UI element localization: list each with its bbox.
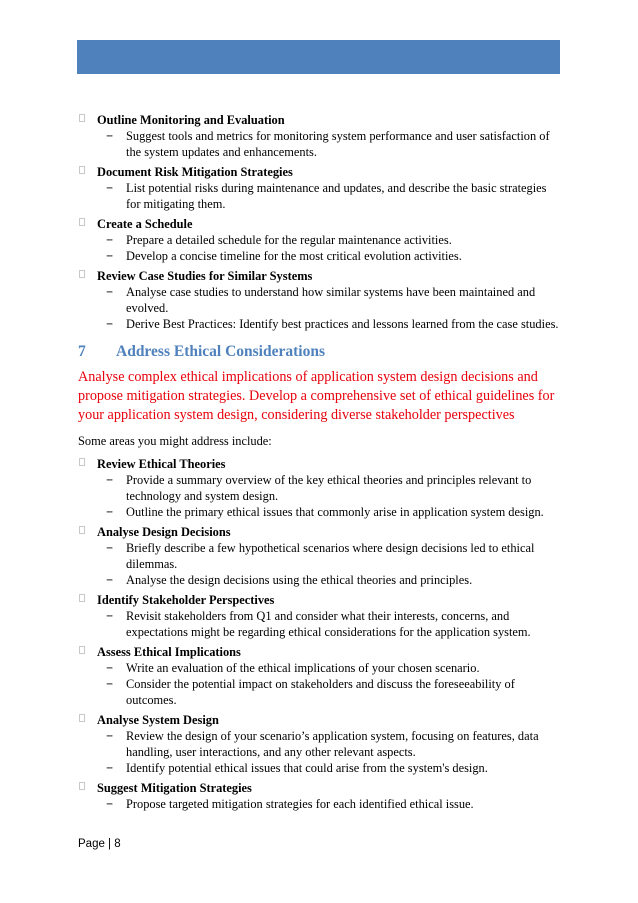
sub-item-text: Provide a summary overview of the key ethical theories and principles relevant to technology and system design. [126, 473, 532, 503]
section-lead: Some areas you might address include: [78, 434, 272, 448]
task-list-bottom [78, 456, 560, 812]
sub-item [78, 760, 560, 776]
sub-item [78, 572, 560, 588]
sub-item-text: Prepare a detailed schedule for the regular maintenance activities. [126, 233, 452, 247]
item-title: Review Case Studies for Similar Systems [97, 269, 313, 283]
item-title: Analyse Design Decisions [97, 525, 231, 539]
sub-item [78, 504, 560, 520]
sub-item-text: Outline the primary ethical issues that commonly arise in application system design. [126, 505, 544, 519]
item-title: Outline Monitoring and Evaluation [97, 113, 285, 127]
sub-item [78, 180, 560, 212]
dash-bullet-icon: − [106, 661, 114, 675]
dash-bullet-icon: − [106, 761, 114, 775]
bullet-icon [79, 646, 85, 654]
sub-item-text: Revisit stakeholders from Q1 and consider what their interests, concerns, and expectations might be regarding ethical considerations for the application system. [126, 609, 531, 639]
list-item [78, 164, 560, 212]
bullet-icon [79, 218, 85, 226]
sub-item-text: Analyse the design decisions using the ethical theories and principles. [126, 573, 473, 587]
dash-bullet-icon: − [106, 729, 114, 743]
bullet-icon [79, 166, 85, 174]
sub-list [78, 180, 560, 212]
item-title: Identify Stakeholder Perspectives [97, 593, 275, 607]
sub-list [78, 128, 560, 160]
sub-item-text: List potential risks during maintenance and updates, and describe the basic strategies for mitigating them. [126, 181, 547, 211]
sub-item [78, 316, 560, 332]
section-number: 7 [78, 343, 86, 360]
dash-bullet-icon: − [106, 317, 114, 331]
sub-item [78, 248, 560, 264]
sub-item-text: Write an evaluation of the ethical implications of your chosen scenario. [126, 661, 480, 675]
section-title: Address Ethical Considerations [116, 343, 325, 360]
list-item [78, 712, 560, 776]
bullet-icon [79, 114, 85, 122]
sub-item-text: Briefly describe a few hypothetical scenarios where design decisions led to ethical dilemmas. [126, 541, 535, 571]
sub-list [78, 232, 560, 264]
bullet-icon [79, 782, 85, 790]
sub-item [78, 608, 560, 640]
sub-list [78, 540, 560, 588]
list-item [78, 456, 560, 520]
sub-item-text: Identify potential ethical issues that could arise from the system's design. [126, 761, 488, 775]
item-title: Document Risk Mitigation Strategies [97, 165, 293, 179]
list-item [78, 268, 560, 332]
dash-bullet-icon: − [106, 473, 114, 487]
section-intro: Analyse complex ethical implications of application system design decisions and propose mitigation strategies. Develop a comprehensive set of ethical guidelines for your application system design, considering diverse stakeholder perspectives [78, 369, 555, 423]
sub-item [78, 660, 560, 676]
sub-item-text: Consider the potential impact on stakeholders and discuss the foreseeability of outcomes. [126, 677, 515, 707]
sub-item [78, 232, 560, 248]
list-item [78, 524, 560, 588]
sub-item [78, 796, 560, 812]
sub-item [78, 540, 560, 572]
sub-item-text: Review the design of your scenario’s application system, focusing on features, data handling, user interactions, and any other relevant aspects. [126, 729, 539, 759]
bullet-icon [79, 458, 85, 466]
page-footer: Page | 8 [78, 838, 121, 850]
sub-list [78, 728, 560, 776]
dash-bullet-icon: − [106, 249, 114, 263]
dash-bullet-icon: − [106, 181, 114, 195]
list-item [78, 112, 560, 160]
item-title: Suggest Mitigation Strategies [97, 781, 252, 795]
page-content [78, 112, 560, 812]
item-title: Review Ethical Theories [97, 457, 226, 471]
list-item [78, 216, 560, 264]
sub-item-text: Propose targeted mitigation strategies for each identified ethical issue. [126, 797, 474, 811]
bullet-icon [79, 714, 85, 722]
list-item [78, 780, 560, 812]
sub-list [78, 608, 560, 640]
list-item [78, 592, 560, 640]
dash-bullet-icon: − [106, 573, 114, 587]
dash-bullet-icon: − [106, 609, 114, 623]
sub-item [78, 676, 560, 708]
item-title: Analyse System Design [97, 713, 219, 727]
sub-item-text: Suggest tools and metrics for monitoring system performance and user satisfaction of the system updates and enhancements. [126, 129, 550, 159]
sub-item [78, 472, 560, 504]
sub-list [78, 660, 560, 708]
sub-item [78, 284, 560, 316]
bullet-icon [79, 594, 85, 602]
dash-bullet-icon: − [106, 129, 114, 143]
bullet-icon [79, 526, 85, 534]
dash-bullet-icon: − [106, 797, 114, 811]
sub-item-text: Derive Best Practices: Identify best practices and lessons learned from the case studies. [126, 317, 559, 331]
item-title: Assess Ethical Implications [97, 645, 241, 659]
sub-list [78, 284, 560, 332]
section-heading [78, 342, 560, 362]
dash-bullet-icon: − [106, 677, 114, 691]
sub-list [78, 472, 560, 520]
dash-bullet-icon: − [106, 505, 114, 519]
sub-list [78, 796, 560, 812]
header-bar [77, 40, 560, 74]
sub-item [78, 128, 560, 160]
list-item [78, 644, 560, 708]
task-list-top [78, 112, 560, 332]
bullet-icon [79, 270, 85, 278]
sub-item [78, 728, 560, 760]
dash-bullet-icon: − [106, 285, 114, 299]
sub-item-text: Develop a concise timeline for the most critical evolution activities. [126, 249, 462, 263]
sub-item-text: Analyse case studies to understand how similar systems have been maintained and evolved. [126, 285, 536, 315]
dash-bullet-icon: − [106, 541, 114, 555]
item-title: Create a Schedule [97, 217, 193, 231]
dash-bullet-icon: − [106, 233, 114, 247]
